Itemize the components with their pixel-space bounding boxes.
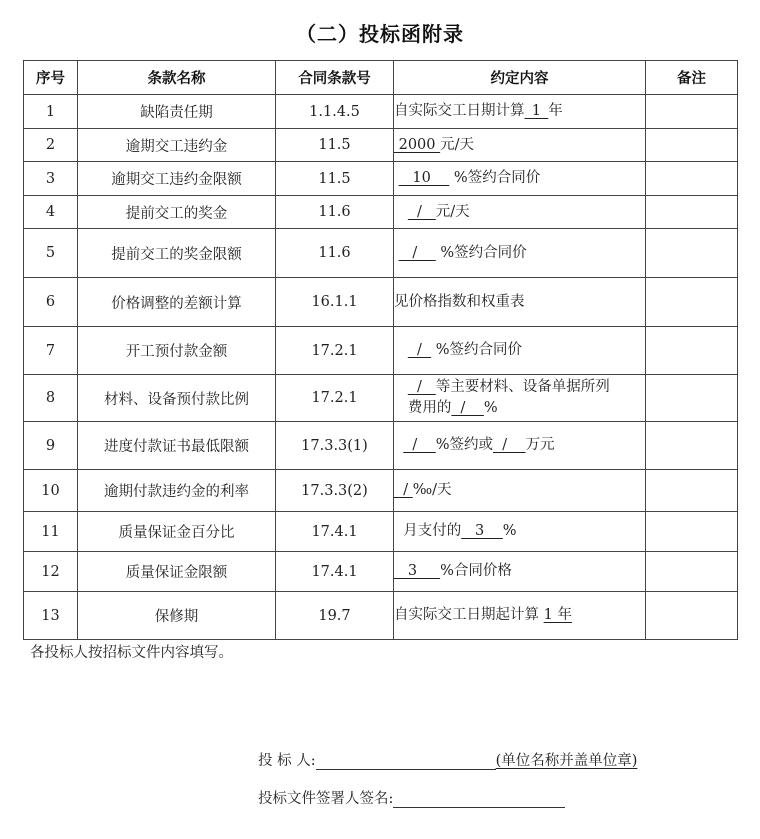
filled-value: 1 年: [543, 607, 572, 623]
agreed-content: [394, 95, 646, 129]
table-row: [24, 375, 738, 422]
bidder-label: 投 标 人:: [258, 753, 316, 769]
clause-name: 逾期付款违约金的利率: [78, 470, 276, 512]
row-number: 13: [24, 592, 78, 640]
agreed-content: [394, 552, 646, 592]
table-header-row: [24, 61, 738, 95]
remark-cell: [646, 327, 738, 375]
bidder-signature-line: [258, 749, 637, 770]
filled-value: 3: [394, 563, 441, 579]
agreed-content: [394, 162, 646, 196]
row-number: 12: [24, 552, 78, 592]
content-text: [394, 379, 408, 395]
remark-cell: [646, 196, 738, 229]
filled-value: /: [407, 379, 436, 395]
table-row: [24, 592, 738, 640]
clause-number: 16.1.1: [276, 278, 394, 327]
table-row: [24, 196, 738, 229]
row-number: 3: [24, 162, 78, 196]
fill-instruction-note: 各投标人按招标文件内容填写。: [30, 645, 233, 661]
content-text: [394, 437, 403, 453]
filled-value: /: [394, 482, 413, 498]
agreed-content: [394, 129, 646, 162]
clause-name: 开工预付款金额: [78, 327, 276, 375]
agreed-content: [394, 196, 646, 229]
page-title: （二）投标函附录: [296, 22, 464, 46]
clause-name: 逾期交工违约金: [78, 129, 276, 162]
table-row: [24, 162, 738, 196]
header-remark: 备注: [646, 61, 738, 95]
clause-number: 11.6: [276, 196, 394, 229]
clause-number: 17.3.3(1): [276, 422, 394, 470]
remark-cell: [646, 552, 738, 592]
clause-name: 提前交工的奖金限额: [78, 229, 276, 278]
filled-value: _1_: [524, 103, 549, 119]
content-text: [394, 342, 408, 358]
table-row: [24, 327, 738, 375]
content-text: %签约合同价: [435, 244, 527, 261]
clause-name: 材料、设备预付款比例: [78, 375, 276, 422]
clause-name: 质量保证金限额: [78, 552, 276, 592]
agreed-content: [394, 278, 646, 327]
clause-number: 17.4.1: [276, 552, 394, 592]
row-number: 6: [24, 278, 78, 327]
content-text: %合同价格: [440, 563, 512, 579]
clause-name: 质量保证金百分比: [78, 512, 276, 552]
clause-name: 提前交工的奖金: [78, 196, 276, 229]
clause-name: 价格调整的差额计算: [78, 278, 276, 327]
remark-cell: [646, 470, 738, 512]
clause-number: 17.2.1: [276, 327, 394, 375]
clause-name: 缺陷责任期: [78, 95, 276, 129]
header-no: 序号: [24, 61, 78, 95]
remark-cell: [646, 162, 738, 196]
remark-cell: [646, 95, 738, 129]
remark-cell: [646, 278, 738, 327]
agreed-content: [394, 422, 646, 470]
filled-value: /: [451, 400, 484, 416]
row-number: 1: [24, 95, 78, 129]
filled-value: 2000: [394, 136, 441, 153]
clause-name: 进度付款证书最低限额: [78, 422, 276, 470]
content-text: %签约或: [435, 437, 494, 453]
header-clause-name: 条款名称: [78, 61, 276, 95]
content-text: [394, 204, 408, 220]
bidder-seal-hint: (单位名称并盖单位章): [495, 753, 638, 769]
filled-value: /: [398, 244, 436, 261]
signer-label: 投标文件签署人签名:: [258, 791, 394, 807]
agreed-content: [394, 470, 646, 512]
remark-cell: [646, 512, 738, 552]
signer-name-field[interactable]: [393, 791, 565, 808]
row-number: 5: [24, 229, 78, 278]
content-text: 万元: [525, 437, 555, 453]
content-text: 费用的: [394, 400, 452, 416]
clause-number: 11.5: [276, 129, 394, 162]
remark-cell: [646, 129, 738, 162]
header-clause-number: 合同条款号: [276, 61, 394, 95]
table-row: [24, 470, 738, 512]
row-number: 4: [24, 196, 78, 229]
clause-number: 17.4.1: [276, 512, 394, 552]
agreed-content: [394, 327, 646, 375]
agreed-content: [394, 375, 646, 422]
table-row: [24, 229, 738, 278]
row-number: 8: [24, 375, 78, 422]
table-row: [24, 278, 738, 327]
clause-number: 17.2.1: [276, 375, 394, 422]
content-text: 月支付的: [394, 523, 462, 539]
filled-value: /: [407, 203, 436, 220]
table-row: [24, 552, 738, 592]
clause-number: 19.7: [276, 592, 394, 640]
bidder-name-field[interactable]: [316, 753, 496, 770]
row-number: 10: [24, 470, 78, 512]
content-text: ‰/天: [412, 482, 452, 498]
clause-number: 11.6: [276, 229, 394, 278]
content-text: 自实际交工日期起计算: [394, 607, 544, 623]
table-row: [24, 422, 738, 470]
content-text: %: [483, 400, 498, 416]
content-text: 元/天: [435, 203, 470, 220]
filled-value: /: [403, 437, 436, 453]
agreed-content: [394, 229, 646, 278]
content-text: %签约合同价: [449, 170, 541, 186]
bid-appendix-table: [23, 60, 738, 640]
row-number: 9: [24, 422, 78, 470]
table-row: [24, 95, 738, 129]
filled-value: /: [407, 342, 432, 358]
content-text: 等主要材料、设备单据所列: [435, 379, 610, 395]
header-agreed-content: 约定内容: [394, 61, 646, 95]
content-text: 年: [548, 103, 563, 119]
filled-value: 3: [461, 523, 503, 539]
table-row: [24, 512, 738, 552]
table-row: [24, 129, 738, 162]
clause-number: 1.1.4.5: [276, 95, 394, 129]
content-text: 自实际交工日期计算: [394, 103, 525, 119]
remark-cell: [646, 229, 738, 278]
content-text: %: [502, 523, 517, 539]
content-text: %签约合同价: [431, 342, 523, 358]
clause-number: 11.5: [276, 162, 394, 196]
clause-name: 逾期交工违约金限额: [78, 162, 276, 196]
signer-signature-line: [258, 787, 565, 808]
remark-cell: [646, 375, 738, 422]
agreed-content: [394, 592, 646, 640]
remark-cell: [646, 422, 738, 470]
clause-number: 17.3.3(2): [276, 470, 394, 512]
filled-value: 10: [398, 170, 450, 186]
remark-cell: [646, 592, 738, 640]
clause-name: 保修期: [78, 592, 276, 640]
row-number: 11: [24, 512, 78, 552]
filled-value: /: [493, 437, 526, 453]
row-number: 7: [24, 327, 78, 375]
content-text: 元/天: [440, 136, 475, 153]
content-text: 见价格指数和权重表: [394, 293, 525, 310]
row-number: 2: [24, 129, 78, 162]
agreed-content: [394, 512, 646, 552]
